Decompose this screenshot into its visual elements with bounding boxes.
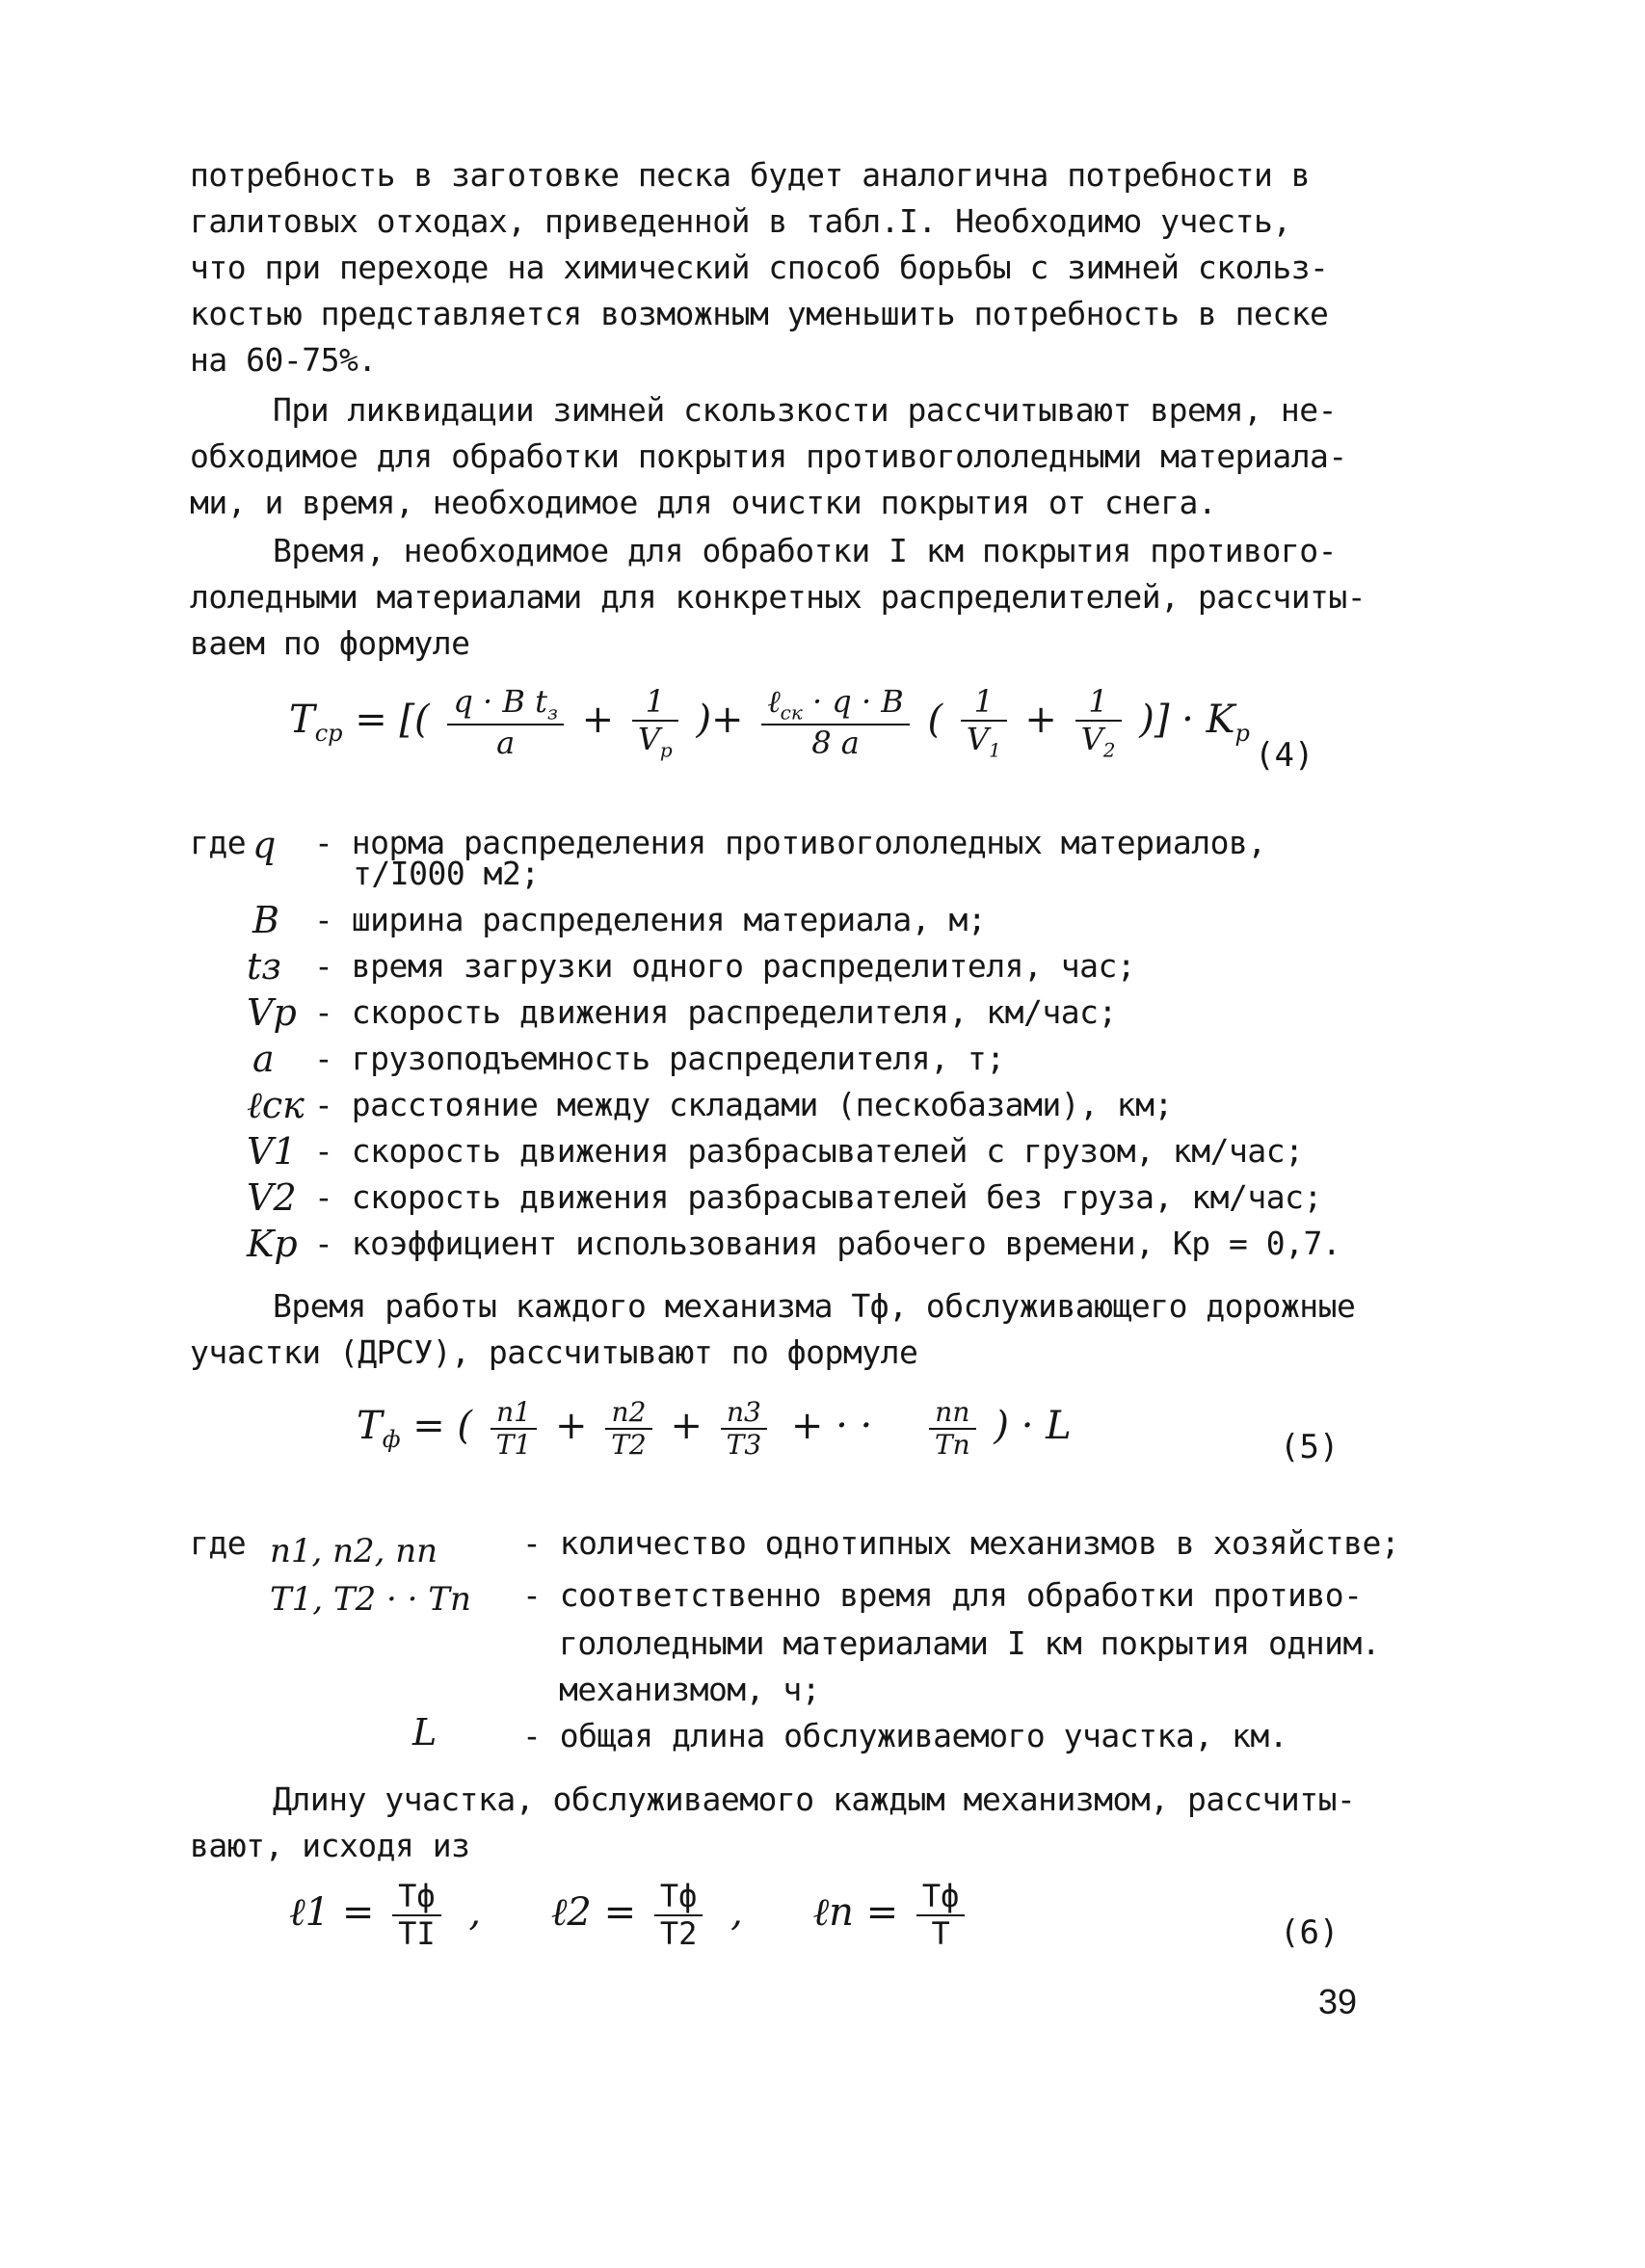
text-line: галитовых отходах, приведенной в табл.I. Необходимо учесть,: [190, 202, 1291, 240]
formula-subscript: 2: [1102, 738, 1116, 762]
fraction-denominator: V: [637, 720, 660, 757]
text-line: участки (ДРСУ), рассчитывают по формуле: [190, 1333, 918, 1371]
legend-text: - скорость движения разбрасывателей без груза, км/час;: [314, 1178, 1322, 1216]
fraction-denominator: Т2: [659, 1914, 698, 1952]
formula-lhs: ℓ2: [550, 1889, 592, 1935]
fraction-numerator: 1: [961, 684, 1007, 722]
fraction-numerator: Тф: [654, 1879, 703, 1916]
legend-text: - коэффициент использования рабочего времени, Кр = 0,7.: [314, 1225, 1341, 1262]
formula-lhs: Т: [357, 1404, 383, 1449]
formula-separator: ,: [468, 1889, 482, 1935]
formula-bracket: [(: [399, 698, 430, 743]
fraction-denominator: a: [496, 725, 516, 762]
text-line: вают, исходя из: [190, 1827, 470, 1864]
text-line: ми, и время, необходимое для очистки покрытия от снега.: [190, 484, 1217, 521]
fraction-3: [721, 1397, 768, 1461]
text-line: Время, необходимое для обработки I км покрытия противого-: [273, 532, 1337, 569]
fraction-numerator-rest: · q · B: [811, 683, 904, 720]
formula-lhs: ℓn: [812, 1889, 854, 1935]
formula-subscript: 1: [988, 738, 1001, 762]
fraction-denominator: V: [966, 720, 989, 757]
formula-bracket: (: [927, 698, 943, 743]
text-line: потребность в заготовке песка будет аналогична потребности в: [190, 156, 1311, 194]
where-label: где: [190, 1524, 247, 1562]
formula-subscript: ск: [780, 700, 803, 725]
formula-plus: +: [554, 1404, 588, 1449]
legend-text: механизмом, ч;: [559, 1671, 821, 1708]
formula-subscript: ф: [382, 1426, 401, 1454]
formula-plus: +: [581, 698, 615, 743]
text-line: костью представляется возможным уменьшить потребность в песке: [190, 295, 1329, 332]
formula-dots: + · ·: [790, 1404, 873, 1449]
symbol-q: q: [252, 824, 277, 866]
formula-plus: +: [1024, 698, 1057, 743]
fraction-denominator: ТI: [398, 1914, 436, 1952]
legend-text: - общая длина обслуживаемого участка, км.: [522, 1717, 1288, 1754]
legend-text: гололедными материалами I км покрытия одним.: [559, 1624, 1381, 1662]
symbol-v1: V1: [247, 1130, 297, 1173]
symbol-lsk: ℓск: [247, 1084, 305, 1126]
fraction-numerator: nn: [929, 1397, 976, 1430]
formula-6: [289, 1879, 970, 1952]
fraction-denominator: T2: [611, 1429, 647, 1462]
fraction-1: [447, 684, 563, 761]
formula-4: [289, 684, 1250, 761]
text-line: Длину участка, обслуживаемого каждым механизмом, рассчиты-: [273, 1780, 1356, 1818]
legend-text: т/I000 м2;: [353, 855, 540, 892]
fraction-denominator: Tn: [934, 1429, 970, 1462]
symbol-kr: Kр: [247, 1223, 298, 1265]
fraction-denominator: Т: [931, 1914, 950, 1952]
text-line: что при переходе на химический способ борьбы с зимней скольз-: [190, 249, 1329, 286]
page-number: 39: [1318, 1982, 1358, 2021]
formula-plus: +: [670, 1404, 703, 1449]
formula-subscript: р: [1234, 720, 1250, 748]
fraction-numerator: Тф: [916, 1879, 966, 1916]
fraction-numerator: n1: [491, 1397, 538, 1430]
equation-number-4: (4): [1255, 736, 1314, 775]
where-label: где: [190, 824, 247, 861]
fraction-numerator: n2: [605, 1397, 652, 1430]
legend-text: - расстояние между складами (пескобазами), км;: [314, 1086, 1173, 1123]
legend-text: - скорость движения распределителя, км/час;: [314, 993, 1117, 1031]
formula-bracket: )+: [696, 698, 744, 743]
formula-equals: =: [355, 698, 387, 743]
legend-text: - скорость движения разбрасывателей с грузом, км/час;: [314, 1132, 1304, 1170]
fraction-3: [761, 684, 910, 761]
formula-equals: =: [865, 1889, 899, 1935]
legend-text: - ширина распределения материала, м;: [314, 901, 987, 938]
formula-equals: =: [603, 1889, 637, 1935]
formula-separator: ,: [730, 1889, 743, 1935]
formula-bracket: )] · K: [1139, 698, 1235, 743]
fraction-numerator: 1: [1075, 684, 1122, 722]
formula-subscript: р: [659, 738, 673, 762]
equation-number-5: (5): [1280, 1428, 1340, 1466]
fraction-denominator: T1: [495, 1429, 532, 1462]
text-line: Время работы каждого механизма Тф, обслуживающего дорожные: [273, 1287, 1356, 1325]
formula-equals: = (: [412, 1404, 473, 1449]
fraction-denominator: 8 a: [811, 725, 860, 762]
fraction-1: [491, 1397, 538, 1461]
fraction-denominator: V: [1080, 720, 1103, 757]
fraction-2: [632, 684, 678, 761]
text-line: обходимое для обработки покрытия противогололедными материала-: [190, 437, 1347, 475]
formula-equals: =: [341, 1889, 375, 1935]
formula-5: [357, 1397, 1072, 1461]
symbol-v2: V2: [247, 1176, 297, 1219]
text-line: на 60-75%.: [190, 341, 377, 379]
fraction-numerator: n3: [721, 1397, 768, 1430]
formula-lhs: Т: [289, 698, 315, 743]
fraction-2: [605, 1397, 652, 1461]
symbol-b: B: [252, 899, 279, 941]
symbol-l: L: [412, 1711, 438, 1754]
legend-text: - время загрузки одного распределителя, час;: [314, 947, 1136, 985]
symbol-n-list: n1, n2, nn: [270, 1532, 438, 1570]
legend-text: - соответственно время для обработки противо-: [522, 1576, 1363, 1614]
fraction-numerator: q · B t: [453, 683, 547, 720]
fraction-5: [1075, 684, 1122, 761]
text-line: При ликвидации зимней скользкости рассчитывают время, не-: [273, 391, 1337, 429]
text-line: лоледными материалами для конкретных распределителей, рассчиты-: [190, 578, 1366, 616]
fraction-4: [961, 684, 1007, 761]
fraction-1: [392, 1879, 441, 1952]
legend-text: - количество однотипных механизмов в хозяйстве;: [522, 1524, 1400, 1562]
formula-bracket: ) · L: [994, 1404, 1072, 1449]
legend-text: - грузоподъемность распределителя, т;: [314, 1040, 1005, 1077]
symbol-a: a: [252, 1038, 275, 1080]
symbol-tz: tз: [247, 945, 281, 988]
legend-text: - норма распределения противогололедных материалов,: [314, 824, 1266, 861]
fraction-denominator: T3: [726, 1429, 762, 1462]
fraction-numerator: ℓ: [767, 683, 781, 720]
fraction-3: [916, 1879, 966, 1952]
formula-lhs: ℓ1: [289, 1889, 331, 1935]
symbol-vr: Vр: [247, 991, 297, 1034]
formula-subscript: ср: [314, 720, 343, 748]
formula-subscript: з: [546, 700, 558, 725]
fraction-numerator: Тф: [392, 1879, 441, 1916]
fraction-2: [654, 1879, 703, 1952]
equation-number-6: (6): [1280, 1913, 1340, 1952]
fraction-4: [929, 1397, 976, 1461]
symbol-t-list: T1, T2 · · Tn: [270, 1580, 471, 1619]
fraction-numerator: 1: [632, 684, 678, 722]
text-line: ваем по формуле: [190, 624, 470, 662]
